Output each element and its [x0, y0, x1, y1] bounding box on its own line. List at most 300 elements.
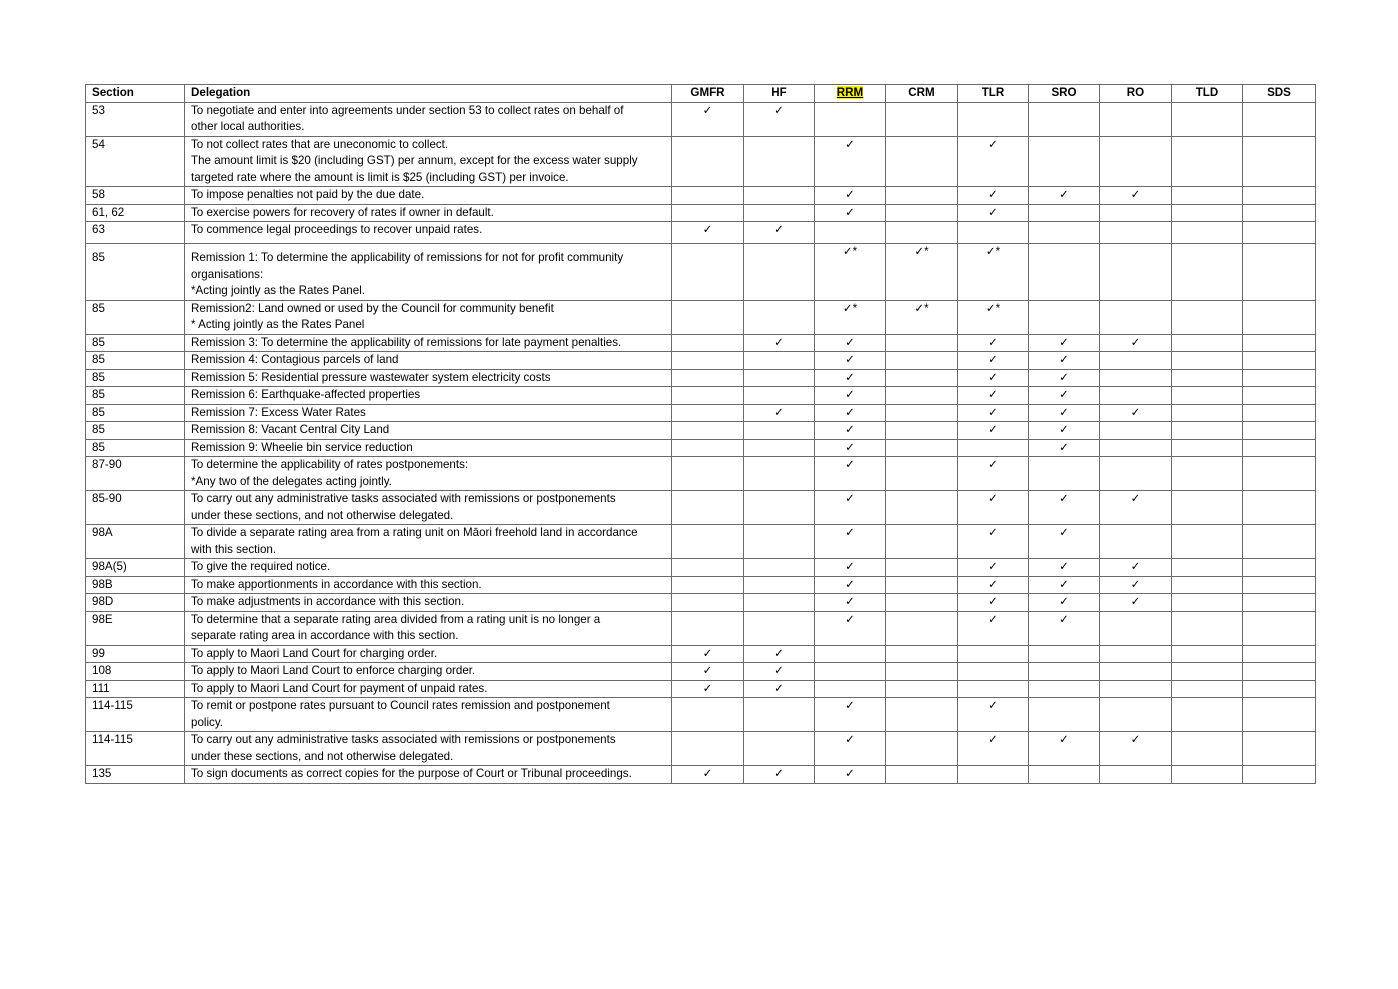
delegation-cell — [185, 457, 672, 491]
section-cell: 63 — [86, 222, 185, 244]
column-header: Section — [86, 85, 185, 103]
checkmark-cell-hf — [744, 611, 815, 645]
delegation-text: under these sections, and not otherwise delegated. — [191, 749, 454, 763]
checkmark-cell-ro — [1100, 663, 1172, 681]
checkmark-cell-sds — [1243, 334, 1316, 352]
delegation-cell — [185, 102, 672, 136]
delegation-cell — [185, 136, 672, 187]
checkmark-cell-rrm: ✓ — [815, 594, 886, 612]
checkmark-cell-hf: ✓ — [744, 222, 815, 244]
checkmark-cell-crm — [886, 663, 958, 681]
checkmark-cell-crm — [886, 387, 958, 405]
section-cell: 99 — [86, 645, 185, 663]
delegation-text: * Acting jointly as the Rates Panel — [191, 318, 365, 331]
checkmark-cell-tlr — [958, 766, 1029, 784]
checkmark-cell-tld — [1172, 491, 1243, 525]
checkmark-cell-sds — [1243, 404, 1316, 422]
checkmark-cell-rrm: ✓ — [815, 525, 886, 559]
checkmark-cell-tlr: ✓ — [958, 576, 1029, 594]
checkmark-cell-sro — [1029, 102, 1100, 136]
checkmark-cell-gmfr: ✓ — [672, 663, 744, 681]
checkmark-cell-hf — [744, 525, 815, 559]
delegation-text: The amount limit is $20 (including GST) per annum, except for the excess water supply — [191, 154, 638, 167]
checkmark-cell-gmfr — [672, 611, 744, 645]
delegation-text: Remission 6: Earthquake-affected properties — [191, 388, 421, 401]
table-row — [86, 136, 1316, 187]
checkmark-cell-crm — [886, 204, 958, 222]
checkmark-cell-sro — [1029, 204, 1100, 222]
checkmark-cell-tlr — [958, 439, 1029, 457]
section-cell: 98E — [86, 611, 185, 645]
checkmark-cell-ro: ✓ — [1100, 594, 1172, 612]
checkmark-cell-rrm — [815, 102, 886, 136]
section-cell: 85-90 — [86, 491, 185, 525]
checkmark-cell-rrm: ✓ — [815, 204, 886, 222]
checkmark-cell-sds — [1243, 204, 1316, 222]
checkmark-cell-sds — [1243, 611, 1316, 645]
checkmark-cell-tlr: ✓ — [958, 387, 1029, 405]
delegation-cell — [185, 645, 672, 663]
checkmark-cell-hf: ✓ — [744, 766, 815, 784]
table-row — [86, 457, 1316, 491]
checkmark-cell-sro: ✓ — [1029, 422, 1100, 440]
checkmark-cell-gmfr — [672, 559, 744, 577]
checkmark-cell-tlr: ✓ — [958, 732, 1029, 766]
table-row — [86, 334, 1316, 352]
checkmark-cell-sds — [1243, 352, 1316, 370]
table-row — [86, 102, 1316, 136]
checkmark-cell-hf — [744, 300, 815, 334]
checkmark-cell-tlr — [958, 102, 1029, 136]
checkmark-cell-hf — [744, 369, 815, 387]
checkmark-cell-gmfr — [672, 187, 744, 205]
checkmark-cell-rrm — [815, 680, 886, 698]
checkmark-cell-gmfr — [672, 204, 744, 222]
checkmark-cell-hf — [744, 352, 815, 370]
delegation-text: To sign documents as correct copies for the purpose of Court or Tribunal proceedings. — [191, 767, 632, 780]
checkmark-cell-sro — [1029, 244, 1100, 301]
checkmark-cell-tlr — [958, 680, 1029, 698]
table-row — [86, 576, 1316, 594]
highlighted-label: RRM — [836, 86, 864, 99]
checkmark-cell-sds — [1243, 387, 1316, 405]
checkmark-cell-hf: ✓ — [744, 404, 815, 422]
checkmark-cell-sds — [1243, 422, 1316, 440]
column-header: SDS — [1243, 85, 1316, 103]
table-body — [86, 102, 1316, 783]
table-row — [86, 352, 1316, 370]
checkmark-cell-crm — [886, 369, 958, 387]
delegation-text: Remission 9: Wheelie bin service reduction — [191, 440, 413, 454]
delegation-cell — [185, 698, 672, 732]
checkmark-cell-sro: ✓ — [1029, 491, 1100, 525]
checkmark-cell-gmfr — [672, 404, 744, 422]
table-row — [86, 387, 1316, 405]
checkmark-cell-sds — [1243, 680, 1316, 698]
checkmark-cell-rrm: ✓ — [815, 387, 886, 405]
checkmark-cell-hf — [744, 244, 815, 301]
section-cell: 108 — [86, 663, 185, 681]
delegation-text: To determine the applicability of rates postponements: — [191, 458, 469, 471]
checkmark-cell-rrm: ✓ — [815, 732, 886, 766]
checkmark-cell-ro — [1100, 102, 1172, 136]
checkmark-cell-gmfr: ✓ — [672, 766, 744, 784]
checkmark-cell-tlr — [958, 645, 1029, 663]
checkmark-cell-sds — [1243, 766, 1316, 784]
checkmark-cell-ro — [1100, 457, 1172, 491]
checkmark-cell-tlr — [958, 222, 1029, 244]
checkmark-cell-tld — [1172, 559, 1243, 577]
checkmark-cell-sro: ✓ — [1029, 187, 1100, 205]
checkmark-cell-crm — [886, 698, 958, 732]
checkmark-cell-rrm — [815, 663, 886, 681]
checkmark-cell-ro — [1100, 204, 1172, 222]
checkmark-cell-gmfr — [672, 732, 744, 766]
checkmark-cell-tlr: ✓* — [958, 300, 1029, 334]
checkmark-cell-tlr — [958, 663, 1029, 681]
section-cell: 98D — [86, 594, 185, 612]
delegation-cell — [185, 300, 672, 334]
checkmark-cell-tld — [1172, 222, 1243, 244]
checkmark-cell-tld — [1172, 457, 1243, 491]
checkmark-cell-gmfr: ✓ — [672, 680, 744, 698]
delegation-text: To not collect rates that are uneconomic to collect. — [191, 137, 449, 151]
checkmark-cell-hf — [744, 204, 815, 222]
checkmark-cell-ro — [1100, 222, 1172, 244]
delegation-cell — [185, 594, 672, 612]
checkmark-cell-sds — [1243, 369, 1316, 387]
checkmark-cell-crm — [886, 334, 958, 352]
checkmark-cell-tld — [1172, 680, 1243, 698]
checkmark-cell-ro — [1100, 525, 1172, 559]
table-row — [86, 422, 1316, 440]
checkmark-cell-tlr: ✓ — [958, 698, 1029, 732]
checkmark-cell-gmfr — [672, 244, 744, 301]
delegation-cell — [185, 387, 672, 405]
column-header-highlighted — [815, 85, 886, 103]
delegation-text: Remission 5: Residential pressure wastewater system electricity costs — [191, 370, 551, 384]
checkmark-cell-tld — [1172, 439, 1243, 457]
checkmark-cell-sds — [1243, 300, 1316, 334]
checkmark-cell-hf: ✓ — [744, 680, 815, 698]
checkmark-cell-ro — [1100, 422, 1172, 440]
checkmark-cell-sro — [1029, 457, 1100, 491]
checkmark-cell-tld — [1172, 698, 1243, 732]
table-row — [86, 222, 1316, 244]
table-row — [86, 732, 1316, 766]
section-cell: 135 — [86, 766, 185, 784]
checkmark-cell-crm — [886, 102, 958, 136]
section-cell: 87-90 — [86, 457, 185, 491]
checkmark-cell-gmfr — [672, 387, 744, 405]
section-cell: 54 — [86, 136, 185, 187]
delegation-cell — [185, 222, 672, 244]
column-header: HF — [744, 85, 815, 103]
delegation-text: To remit or postpone rates pursuant to Council rates remission and postponement — [191, 699, 610, 712]
checkmark-cell-tld — [1172, 187, 1243, 205]
checkmark-cell-tld — [1172, 732, 1243, 766]
checkmark-cell-rrm: ✓ — [815, 187, 886, 205]
checkmark-cell-ro: ✓ — [1100, 576, 1172, 594]
checkmark-cell-sds — [1243, 698, 1316, 732]
checkmark-cell-ro — [1100, 766, 1172, 784]
checkmark-cell-crm — [886, 732, 958, 766]
delegation-text: To exercise powers for recovery of rates if owner in default. — [191, 205, 494, 219]
column-header: Delegation — [185, 85, 672, 103]
checkmark-cell-tld — [1172, 404, 1243, 422]
checkmark-cell-rrm: ✓ — [815, 439, 886, 457]
table-row — [86, 404, 1316, 422]
checkmark-cell-hf — [744, 576, 815, 594]
delegations-table — [85, 84, 1316, 784]
checkmark-cell-gmfr — [672, 136, 744, 187]
checkmark-cell-tld — [1172, 204, 1243, 222]
table-row — [86, 491, 1316, 525]
column-header: SRO — [1029, 85, 1100, 103]
column-header: RO — [1100, 85, 1172, 103]
table-row — [86, 525, 1316, 559]
checkmark-cell-sds — [1243, 102, 1316, 136]
delegation-text: Remission2: Land owned or used by the Council for community benefit — [191, 301, 554, 315]
delegation-cell — [185, 204, 672, 222]
checkmark-cell-crm — [886, 136, 958, 187]
checkmark-cell-tlr: ✓ — [958, 204, 1029, 222]
table-row — [86, 300, 1316, 334]
checkmark-cell-sro: ✓ — [1029, 732, 1100, 766]
table-row — [86, 680, 1316, 698]
checkmark-cell-ro: ✓ — [1100, 404, 1172, 422]
checkmark-cell-rrm: ✓ — [815, 352, 886, 370]
checkmark-cell-crm — [886, 491, 958, 525]
section-cell: 53 — [86, 102, 185, 136]
checkmark-cell-ro — [1100, 611, 1172, 645]
checkmark-cell-crm — [886, 422, 958, 440]
delegation-text: To make apportionments in accordance with this section. — [191, 577, 482, 591]
checkmark-cell-sds — [1243, 594, 1316, 612]
table-row — [86, 698, 1316, 732]
checkmark-cell-sro — [1029, 766, 1100, 784]
checkmark-cell-ro — [1100, 680, 1172, 698]
checkmark-cell-tld — [1172, 334, 1243, 352]
delegation-cell — [185, 352, 672, 370]
section-cell: 85 — [86, 422, 185, 440]
checkmark-cell-tlr: ✓ — [958, 594, 1029, 612]
checkmark-cell-tld — [1172, 576, 1243, 594]
delegation-cell — [185, 491, 672, 525]
delegation-text: with this section. — [191, 542, 277, 556]
checkmark-cell-hf — [744, 559, 815, 577]
section-cell: 58 — [86, 187, 185, 205]
delegation-text: *Any two of the delegates acting jointly. — [191, 474, 392, 488]
checkmark-cell-sro — [1029, 300, 1100, 334]
checkmark-cell-rrm: ✓ — [815, 559, 886, 577]
section-cell: 98A — [86, 525, 185, 559]
checkmark-cell-hf — [744, 387, 815, 405]
checkmark-cell-rrm — [815, 645, 886, 663]
delegation-text: To divide a separate rating area from a rating unit on Māori freehold land in accordance — [191, 526, 638, 539]
checkmark-cell-sro — [1029, 222, 1100, 244]
checkmark-cell-ro — [1100, 244, 1172, 301]
checkmark-cell-sds — [1243, 187, 1316, 205]
delegation-text: Remission 4: Contagious parcels of land — [191, 353, 399, 366]
section-cell: 61, 62 — [86, 204, 185, 222]
checkmark-cell-hf — [744, 732, 815, 766]
delegation-text: Remission 3: To determine the applicability of remissions for late payment penalties. — [191, 335, 622, 349]
checkmark-cell-sro — [1029, 663, 1100, 681]
section-cell: 85 — [86, 334, 185, 352]
checkmark-cell-sro: ✓ — [1029, 525, 1100, 559]
delegation-cell — [185, 663, 672, 681]
checkmark-cell-gmfr — [672, 698, 744, 732]
checkmark-cell-sds — [1243, 136, 1316, 187]
checkmark-cell-sds — [1243, 559, 1316, 577]
section-cell: 85 — [86, 369, 185, 387]
checkmark-cell-ro — [1100, 698, 1172, 732]
checkmark-cell-rrm — [815, 222, 886, 244]
checkmark-cell-hf: ✓ — [744, 663, 815, 681]
delegation-cell — [185, 732, 672, 766]
delegation-text: To make adjustments in accordance with this section. — [191, 595, 465, 608]
checkmark-cell-gmfr — [672, 439, 744, 457]
checkmark-cell-tld — [1172, 102, 1243, 136]
checkmark-cell-rrm: ✓ — [815, 766, 886, 784]
checkmark-cell-hf — [744, 187, 815, 205]
checkmark-cell-gmfr — [672, 594, 744, 612]
checkmark-cell-sds — [1243, 491, 1316, 525]
checkmark-cell-tlr: ✓ — [958, 559, 1029, 577]
checkmark-cell-crm: ✓* — [886, 300, 958, 334]
checkmark-cell-sds — [1243, 663, 1316, 681]
checkmark-cell-sro — [1029, 698, 1100, 732]
checkmark-cell-gmfr — [672, 525, 744, 559]
checkmark-cell-tld — [1172, 594, 1243, 612]
delegation-text: To apply to Maori Land Court to enforce charging order. — [191, 664, 476, 677]
checkmark-cell-crm: ✓* — [886, 244, 958, 301]
table-header-row — [86, 85, 1316, 103]
table-row — [86, 187, 1316, 205]
section-cell: 114-115 — [86, 732, 185, 766]
delegation-cell — [185, 404, 672, 422]
checkmark-cell-sds — [1243, 525, 1316, 559]
delegation-text: other local authorities. — [191, 120, 305, 133]
checkmark-cell-ro: ✓ — [1100, 187, 1172, 205]
checkmark-cell-gmfr — [672, 422, 744, 440]
checkmark-cell-rrm: ✓ — [815, 576, 886, 594]
checkmark-cell-rrm: ✓* — [815, 244, 886, 301]
checkmark-cell-tld — [1172, 525, 1243, 559]
delegation-text: under these sections, and not otherwise delegated. — [191, 508, 454, 522]
checkmark-cell-sds — [1243, 222, 1316, 244]
checkmark-cell-ro — [1100, 387, 1172, 405]
checkmark-cell-sro — [1029, 680, 1100, 698]
checkmark-cell-ro — [1100, 136, 1172, 187]
delegation-cell — [185, 187, 672, 205]
delegation-text: To carry out any administrative tasks associated with remissions or postponements — [191, 733, 616, 746]
checkmark-cell-gmfr — [672, 300, 744, 334]
delegation-text: Remission 1: To determine the applicability of remissions for not for profit community — [191, 251, 624, 264]
delegation-text: separate rating area in accordance with this section. — [191, 629, 459, 642]
checkmark-cell-crm — [886, 525, 958, 559]
checkmark-cell-tld — [1172, 611, 1243, 645]
checkmark-cell-hf — [744, 457, 815, 491]
checkmark-cell-hf — [744, 491, 815, 525]
checkmark-cell-hf — [744, 439, 815, 457]
checkmark-cell-sds — [1243, 645, 1316, 663]
section-cell: 98A(5) — [86, 559, 185, 577]
table-row — [86, 369, 1316, 387]
section-cell: 85 — [86, 300, 185, 334]
checkmark-cell-sro: ✓ — [1029, 594, 1100, 612]
checkmark-cell-crm — [886, 352, 958, 370]
checkmark-cell-tlr: ✓* — [958, 244, 1029, 301]
checkmark-cell-tlr: ✓ — [958, 422, 1029, 440]
section-cell: 85 — [86, 387, 185, 405]
checkmark-cell-crm — [886, 611, 958, 645]
checkmark-cell-rrm: ✓ — [815, 457, 886, 491]
delegation-text: To give the required notice. — [191, 560, 331, 573]
checkmark-cell-sro: ✓ — [1029, 611, 1100, 645]
table-row — [86, 645, 1316, 663]
checkmark-cell-tlr: ✓ — [958, 136, 1029, 187]
checkmark-cell-sro: ✓ — [1029, 576, 1100, 594]
checkmark-cell-sds — [1243, 244, 1316, 301]
checkmark-cell-tld — [1172, 645, 1243, 663]
checkmark-cell-gmfr — [672, 491, 744, 525]
checkmark-cell-crm — [886, 766, 958, 784]
table-row — [86, 204, 1316, 222]
column-header: GMFR — [672, 85, 744, 103]
section-cell: 85 — [86, 439, 185, 457]
delegation-text: targeted rate where the amount is limit is $25 (including GST) per invoice. — [191, 170, 569, 184]
delegation-text: To impose penalties not paid by the due date. — [191, 188, 425, 201]
checkmark-cell-sds — [1243, 457, 1316, 491]
delegation-cell — [185, 439, 672, 457]
table-row — [86, 439, 1316, 457]
checkmark-cell-hf: ✓ — [744, 645, 815, 663]
checkmark-cell-sro: ✓ — [1029, 369, 1100, 387]
checkmark-cell-gmfr — [672, 369, 744, 387]
checkmark-cell-sro: ✓ — [1029, 559, 1100, 577]
table-row — [86, 244, 1316, 301]
checkmark-cell-sro — [1029, 645, 1100, 663]
checkmark-cell-crm — [886, 645, 958, 663]
checkmark-cell-rrm: ✓ — [815, 422, 886, 440]
checkmark-cell-hf — [744, 698, 815, 732]
section-cell: 111 — [86, 680, 185, 698]
checkmark-cell-gmfr: ✓ — [672, 645, 744, 663]
delegation-cell — [185, 766, 672, 784]
delegation-text: policy. — [191, 715, 224, 729]
delegation-cell — [185, 244, 672, 301]
checkmark-cell-gmfr — [672, 334, 744, 352]
checkmark-cell-hf — [744, 594, 815, 612]
checkmark-cell-crm — [886, 187, 958, 205]
table-row — [86, 559, 1316, 577]
table-row — [86, 766, 1316, 784]
checkmark-cell-rrm: ✓ — [815, 491, 886, 525]
delegation-cell — [185, 369, 672, 387]
checkmark-cell-ro — [1100, 300, 1172, 334]
checkmark-cell-crm — [886, 439, 958, 457]
checkmark-cell-tlr: ✓ — [958, 334, 1029, 352]
checkmark-cell-ro: ✓ — [1100, 559, 1172, 577]
checkmark-cell-sro: ✓ — [1029, 387, 1100, 405]
checkmark-cell-rrm: ✓ — [815, 611, 886, 645]
delegation-text: organisations: — [191, 267, 264, 281]
table-row — [86, 663, 1316, 681]
checkmark-cell-tlr: ✓ — [958, 352, 1029, 370]
checkmark-cell-sro: ✓ — [1029, 334, 1100, 352]
